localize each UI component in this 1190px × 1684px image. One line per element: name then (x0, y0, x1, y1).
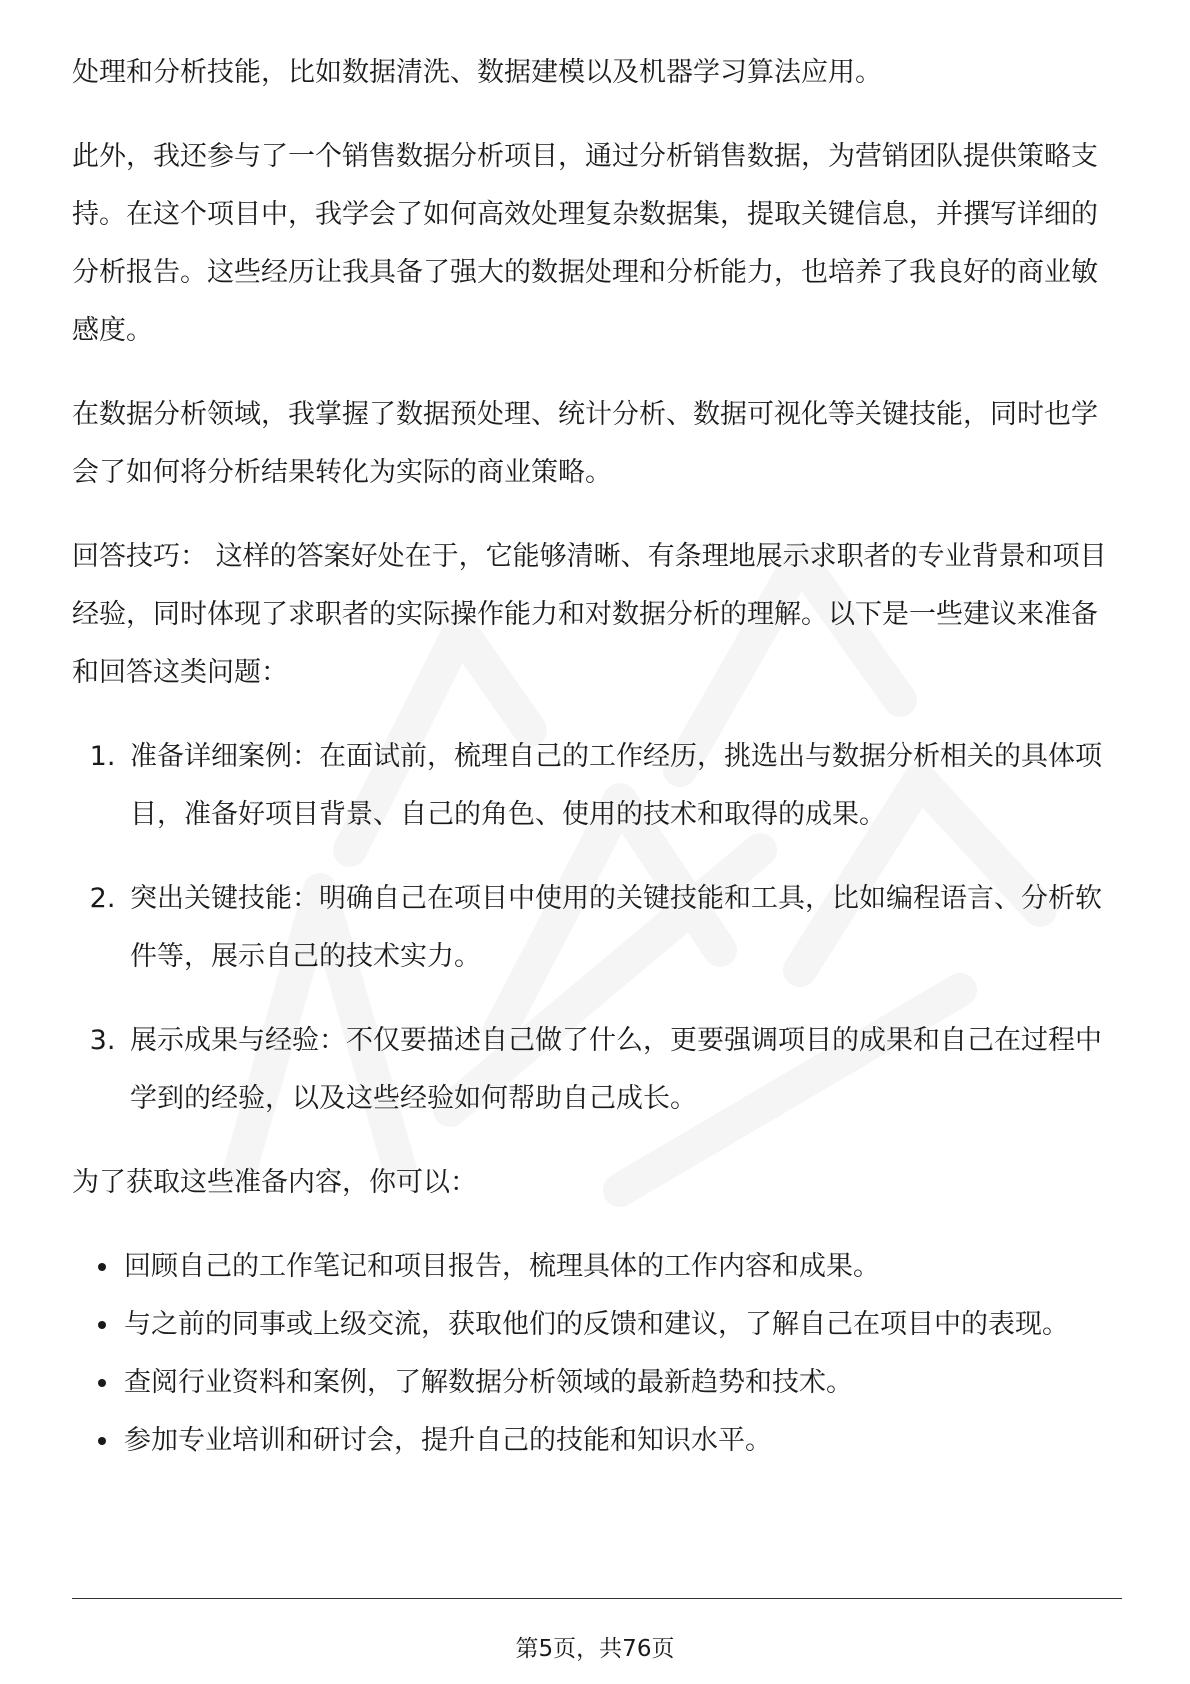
document-body (72, 44, 1122, 1470)
list-item: 与之前的同事或上级交流，获取他们的反馈和建议，了解自己在项目中的表现。 (124, 1296, 1122, 1354)
list-item: 参加专业培训和研讨会，提升自己的技能和知识水平。 (124, 1412, 1122, 1470)
list-item: 1. 准备详细案例：在面试前，梳理自己的工作经历，挑选出与数据分析相关的具体项目，准备好项目背景、自己的角色、使用的技术和取得的成果。 (124, 728, 1122, 844)
paragraph-continuation: 处理和分析技能，比如数据清洗、数据建模以及机器学习算法应用。 (72, 57, 882, 88)
paragraph-sales-project: 此外，我还参与了一个销售数据分析项目，通过分析销售数据，为营销团队提供策略支持。在这个项目中，我学会了如何高效处理复杂数据集，提取关键信息，并撰写详细的分析报告。这些经历让我具备了强大的数据处理和分析能力，也培养了我良好的商业敏感度。 (72, 141, 1098, 346)
paragraph-answer-tips: 回答技巧： 这样的答案好处在于，它能够清晰、有条理地展示求职者的专业背景和项目经验，同时体现了求职者的实际操作能力和对数据分析的理解。以下是一些建议来准备和回答这类问题： (72, 541, 1107, 688)
page-number: 第5页，共76页 (515, 1636, 675, 1662)
list-item: 回顾自己的工作笔记和项目报告，梳理具体的工作内容和成果。 (124, 1238, 1122, 1296)
paragraph-skills: 在数据分析领域，我掌握了数据预处理、统计分析、数据可视化等关键技能，同时也学会了如何将分析结果转化为实际的商业策略。 (72, 399, 1098, 488)
bullet-list (72, 1238, 1122, 1470)
paragraph-bullets-intro: 为了获取这些准备内容，你可以： (72, 1167, 477, 1198)
list-item: 2. 突出关键技能：明确自己在项目中使用的关键技能和工具，比如编程语言、分析软件等，展示自己的技术实力。 (124, 870, 1122, 986)
list-item: 查阅行业资料和案例，了解数据分析领域的最新趋势和技术。 (124, 1354, 1122, 1412)
footer-divider (72, 1598, 1122, 1599)
numbered-list (72, 728, 1122, 1128)
list-item: 3. 展示成果与经验：不仅要描述自己做了什么，更要强调项目的成果和自己在过程中学到的经验，以及这些经验如何帮助自己成长。 (124, 1012, 1122, 1128)
